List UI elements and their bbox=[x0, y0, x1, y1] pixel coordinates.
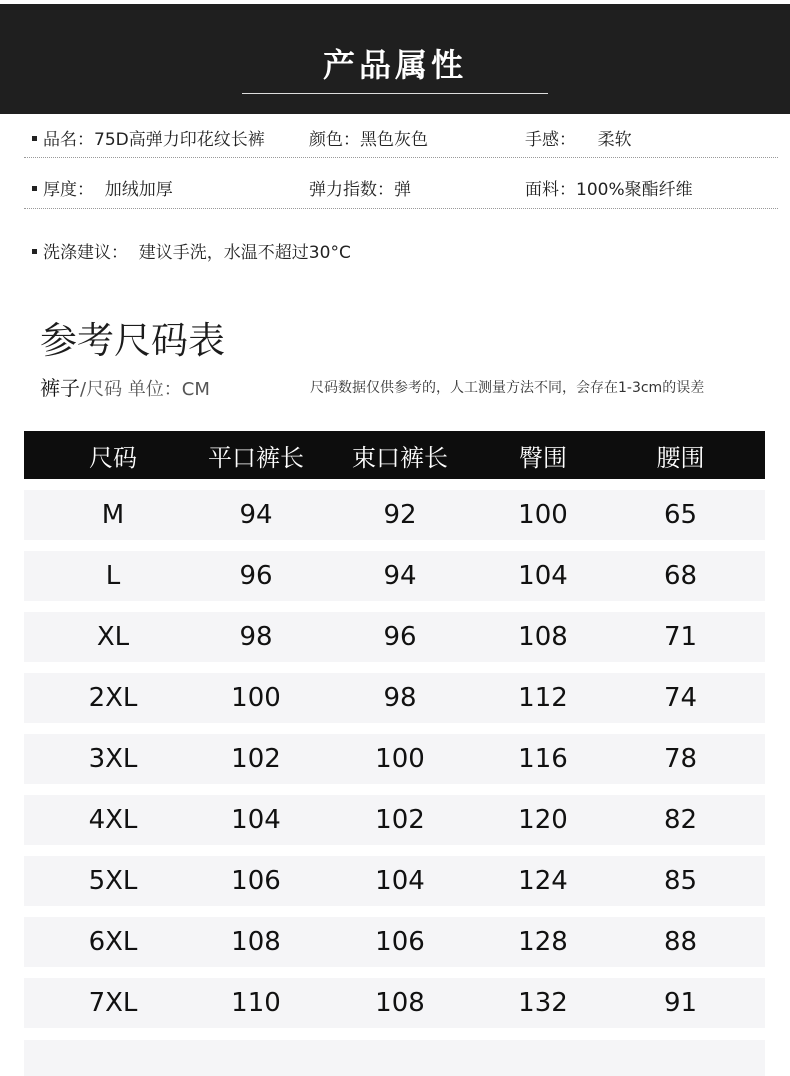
title-underline bbox=[242, 93, 548, 94]
table-cell: 104 bbox=[231, 805, 281, 835]
table-cell: 98 bbox=[383, 683, 417, 713]
table-cell: 100 bbox=[518, 500, 568, 530]
table-cell: 94 bbox=[383, 561, 417, 591]
header-waist: 腰围 bbox=[656, 443, 705, 472]
table-cell: 5XL bbox=[88, 866, 138, 896]
table-cell: 65 bbox=[663, 500, 698, 530]
size-chart-subtitle: 裤子/尺码 单位：CM bbox=[40, 376, 210, 400]
table-cell: 102 bbox=[375, 805, 425, 835]
table-cell: 96 bbox=[239, 561, 273, 591]
attribute-thickness: 厚度： 加绒加厚 bbox=[32, 175, 173, 200]
table-cell: 120 bbox=[518, 805, 568, 835]
table-cell: 88 bbox=[663, 927, 698, 957]
table-cell: 104 bbox=[375, 866, 425, 896]
table-row bbox=[24, 734, 765, 784]
table-cell: 7XL bbox=[88, 988, 138, 1018]
table-cell: 91 bbox=[663, 988, 698, 1018]
page-title: 产品属性 bbox=[322, 46, 467, 84]
header-banner bbox=[0, 4, 790, 114]
table-cell: 100 bbox=[375, 744, 425, 774]
table-cell: 6XL bbox=[88, 927, 138, 957]
table-row bbox=[24, 856, 765, 906]
table-row bbox=[24, 612, 765, 662]
table-row bbox=[24, 490, 765, 540]
table-row bbox=[24, 795, 765, 845]
table-cell: 110 bbox=[231, 988, 281, 1018]
table-cell: 2XL bbox=[88, 683, 138, 713]
size-chart-note: 尺码数据仅供参考的，人工测量方法不同，会存在1-3cm的误差 bbox=[310, 380, 705, 396]
attribute-feel: 手感： 柔软 bbox=[525, 130, 632, 150]
bullet-icon bbox=[32, 186, 37, 191]
table-cell: 128 bbox=[518, 927, 568, 957]
attribute-name: 品名：75D高弹力印花纹长裤 bbox=[32, 125, 265, 150]
table-cell: 4XL bbox=[88, 805, 138, 835]
table-cell: 104 bbox=[518, 561, 568, 591]
table-cell: XL bbox=[96, 622, 130, 652]
divider bbox=[24, 157, 778, 158]
table-row-empty bbox=[24, 1040, 765, 1076]
size-chart-title: 参考尺码表 bbox=[40, 319, 225, 362]
table-cell: 74 bbox=[663, 683, 698, 713]
divider bbox=[24, 208, 778, 209]
table-cell: 98 bbox=[239, 622, 273, 652]
bullet-icon bbox=[32, 249, 37, 254]
table-cell: 78 bbox=[663, 744, 698, 774]
table-cell: 85 bbox=[663, 866, 698, 896]
table-cell: 106 bbox=[375, 927, 425, 957]
table-row bbox=[24, 978, 765, 1028]
header-hip: 臀围 bbox=[519, 443, 567, 472]
size-table bbox=[24, 431, 765, 1028]
table-cell: 94 bbox=[239, 500, 273, 530]
header-cuffed-length: 束口裤长 bbox=[352, 443, 448, 472]
table-cell: 106 bbox=[231, 866, 281, 896]
table-cell: 108 bbox=[231, 927, 281, 957]
table-cell: 92 bbox=[383, 500, 417, 530]
table-cell: 132 bbox=[518, 988, 568, 1018]
table-body bbox=[24, 490, 765, 1028]
header-size: 尺码 bbox=[89, 443, 137, 472]
attribute-color: 颜色：黑色灰色 bbox=[309, 130, 428, 150]
table-cell: 96 bbox=[383, 622, 417, 652]
table-row bbox=[24, 673, 765, 723]
table-cell: 102 bbox=[231, 744, 281, 774]
attribute-elasticity: 弹力指数：弹 bbox=[309, 180, 411, 200]
table-cell: 71 bbox=[663, 622, 698, 652]
bullet-icon bbox=[32, 136, 37, 141]
table-cell: 116 bbox=[518, 744, 568, 774]
table-cell: 82 bbox=[663, 805, 698, 835]
table-cell: 112 bbox=[518, 683, 568, 713]
table-header bbox=[24, 431, 765, 479]
table-cell: M bbox=[101, 500, 125, 530]
table-cell: 100 bbox=[231, 683, 281, 713]
table-cell: 108 bbox=[375, 988, 425, 1018]
table-cell: 3XL bbox=[88, 744, 138, 774]
attribute-fabric: 面料：100%聚酯纤维 bbox=[525, 180, 693, 200]
table-row bbox=[24, 917, 765, 967]
table-row bbox=[24, 551, 765, 601]
table-cell: L bbox=[105, 561, 121, 591]
table-cell: 124 bbox=[518, 866, 568, 896]
table-cell: 108 bbox=[518, 622, 568, 652]
header-flat-length: 平口裤长 bbox=[208, 443, 304, 472]
table-cell: 68 bbox=[663, 561, 698, 591]
